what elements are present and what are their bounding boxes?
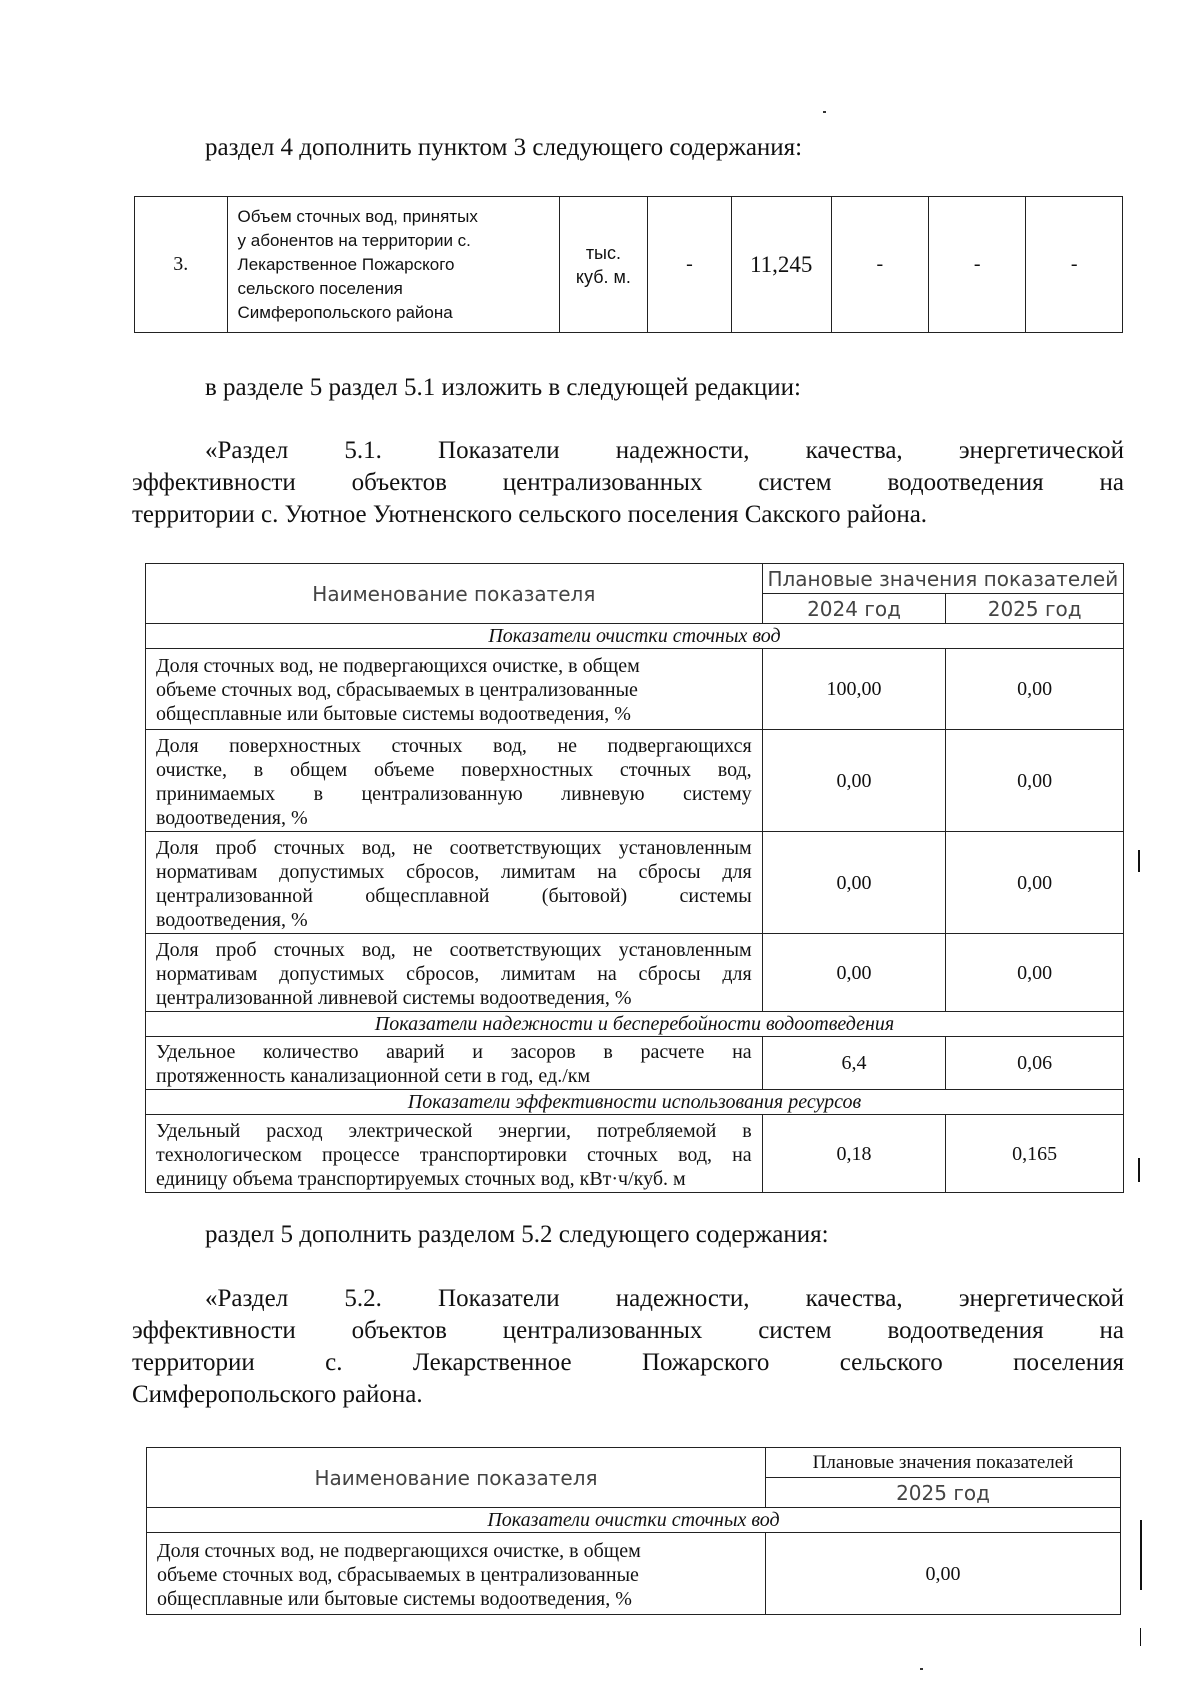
- indicator-name: Доля сточных вод, не подвергающихся очистке, в общем объеме сточных вод, сбрасываемых в централизованные общесплавные или бытовые системы водоотведения, %: [147, 1533, 766, 1615]
- section-row: [146, 1090, 1124, 1115]
- column-header-2025: 2025 год: [946, 594, 1124, 624]
- scan-edge-mark: [1138, 1158, 1140, 1182]
- value-2024: 100,00: [762, 649, 946, 730]
- value-2025: 0,00: [946, 649, 1124, 730]
- scan-edge-mark: [1138, 850, 1140, 872]
- value-2024: 0,00: [762, 832, 946, 934]
- table-row: [146, 1115, 1124, 1193]
- value-cell-3: -: [831, 197, 928, 333]
- section-title: Показатели надежности и бесперебойности водоотведения: [146, 1012, 1124, 1037]
- indicator-name: Удельное количество аварий и засоров в расчете на протяженность канализационной сети в год, ед./км: [146, 1037, 763, 1090]
- unit-cell: тыс. куб. м.: [559, 197, 648, 333]
- scan-edge-mark: [1140, 1628, 1141, 1646]
- scan-speck: [920, 1668, 923, 1670]
- table-row: [146, 832, 1124, 934]
- section-title: Показатели очистки сточных вод: [146, 624, 1124, 649]
- scan-edge-mark: [1140, 1520, 1142, 1590]
- section-title: Показатели эффективности использования ресурсов: [146, 1090, 1124, 1115]
- indicator-name: Доля проб сточных вод, не соответствующих установленным нормативам допустимых сбросов, лимитам на сбросы для централизованной ливневой системы водоотведения, %: [146, 934, 763, 1012]
- value-cell-5: -: [1026, 197, 1123, 333]
- section-row: [146, 624, 1124, 649]
- column-header-indicator: Наименование показателя: [146, 564, 763, 624]
- section-5-2-heading: «Раздел 5.2. Показатели надежности, качества, энергетической эффективности объектов централизованных систем водоотведения на территории с. Лекарственное Пожарского сельского поселения Симферопольского района.: [132, 1285, 1124, 1408]
- indicator-name: Доля поверхностных сточных вод, не подвергающихся очистке, в общем объеме поверхностных сточных вод, принимаемых в централизованную ливневую систему водоотведения, %: [146, 730, 763, 832]
- section-title: Показатели очистки сточных вод: [147, 1508, 1121, 1533]
- indicator-name: Удельный расход электрической энергии, потребляемой в технологическом процессе транспортировки сточных вод, на единицу объема транспортируемых сточных вод, кВт·ч/куб. м: [146, 1115, 763, 1193]
- section-row: [147, 1508, 1121, 1533]
- value-2025: 0,00: [946, 832, 1124, 934]
- value-cell-2: 11,245: [731, 197, 831, 333]
- amendment-intro-2: в разделе 5 раздел 5.1 изложить в следующей редакции:: [205, 374, 801, 401]
- column-header-2025: 2025 год: [766, 1478, 1121, 1508]
- table-section-5-2: [146, 1447, 1121, 1615]
- table-row: [146, 1037, 1124, 1090]
- section-5-1-heading: «Раздел 5.1. Показатели надежности, качества, энергетической эффективности объектов централизованных систем водоотведения на территории с. Уютное Уютненского сельского поселения Сакского района.: [132, 437, 1124, 528]
- table-row: [147, 1533, 1121, 1615]
- value-2024: 0,00: [762, 934, 946, 1012]
- table-header-row: [146, 564, 1124, 594]
- value-2025: 0,00: [946, 934, 1124, 1012]
- value-2025: 0,00: [946, 730, 1124, 832]
- indicator-description: Объем сточных вод, принятых у абонентов на территории с. Лекарственное Пожарского сельского поселения Симферопольского района: [227, 197, 559, 333]
- section-row: [146, 1012, 1124, 1037]
- scan-speck: [823, 111, 826, 113]
- table-header-row: [147, 1448, 1121, 1478]
- indicator-name: Доля проб сточных вод, не соответствующих установленным нормативам допустимых сбросов, лимитам на сбросы для централизованной общесплавной (бытовой) системы водоотведения, %: [146, 832, 763, 934]
- table-section4-item3: [134, 196, 1123, 333]
- value-2025: 0,06: [946, 1037, 1124, 1090]
- value-2025: 0,165: [946, 1115, 1124, 1193]
- value-cell-4: -: [929, 197, 1026, 333]
- table-row: [146, 934, 1124, 1012]
- column-header-indicator: Наименование показателя: [147, 1448, 766, 1508]
- value-2025: 0,00: [766, 1533, 1121, 1615]
- table-row: [146, 730, 1124, 832]
- column-header-planned: Плановые значения показателей: [766, 1448, 1121, 1478]
- value-2024: 6,4: [762, 1037, 946, 1090]
- value-cell-1: -: [648, 197, 732, 333]
- value-2024: 0,18: [762, 1115, 946, 1193]
- row-number: 3.: [135, 197, 228, 333]
- table-row: [135, 197, 1123, 333]
- column-header-2024: 2024 год: [762, 594, 946, 624]
- column-header-planned: Плановые значения показателей: [762, 564, 1123, 594]
- table-row: [146, 649, 1124, 730]
- amendment-intro-1: раздел 4 дополнить пунктом 3 следующего содержания:: [205, 134, 803, 161]
- value-2024: 0,00: [762, 730, 946, 832]
- amendment-intro-3: раздел 5 дополнить разделом 5.2 следующего содержания:: [205, 1221, 829, 1248]
- table-section-5-1: [145, 563, 1124, 1193]
- indicator-name: Доля сточных вод, не подвергающихся очистке, в общем объеме сточных вод, сбрасываемых в централизованные общесплавные или бытовые системы водоотведения, %: [146, 649, 763, 730]
